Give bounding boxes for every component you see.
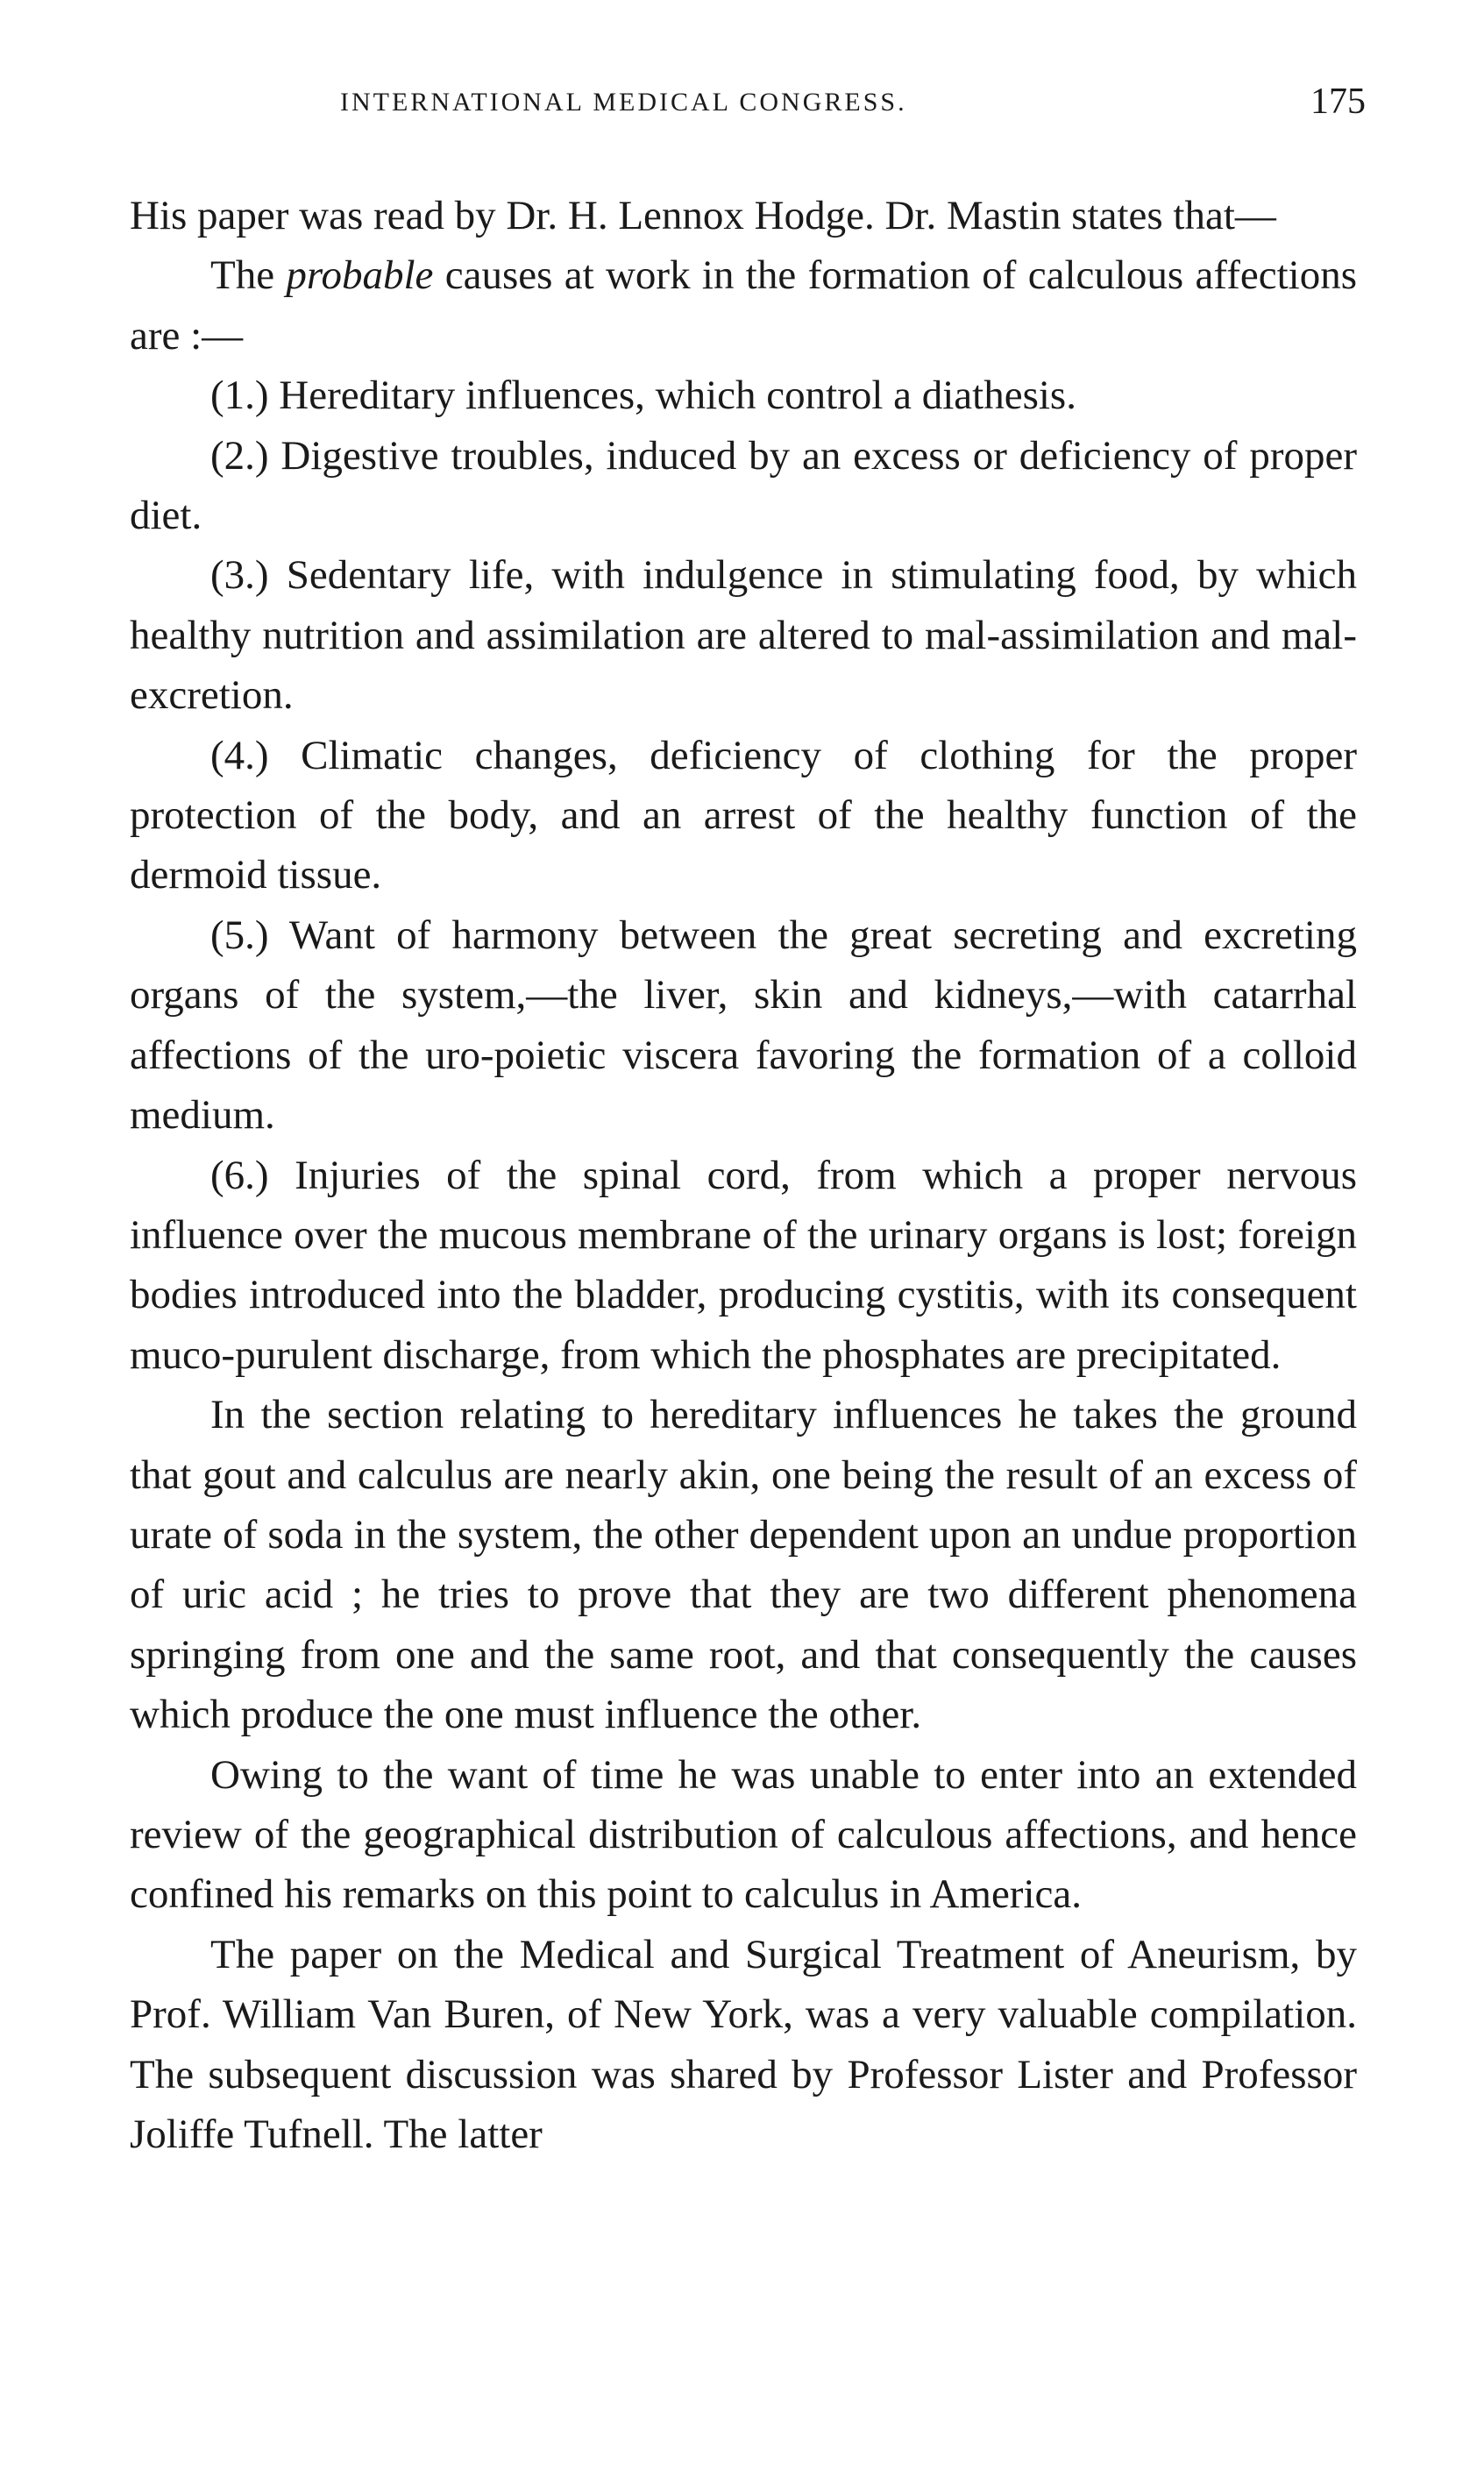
list-item: (5.) Want of harmony between the great secreting and excreting organs of the system,—the liver, skin and kidneys,—with catarrhal affections of the uro-poietic viscera favoring the formation of a colloid medium. xyxy=(130,912,1357,1139)
list-item: (6.) Injuries of the spinal cord, from which a proper nervous influence over the mucous membrane of the urinary organs is lost; foreign bodies introduced into the bladder, producing cystitis, with its consequent muco-purulent discharge, from which the phosphates are precipitated. xyxy=(130,1152,1357,1378)
list-item: (1.) Hereditary influences, which control a diathesis. xyxy=(210,373,1076,419)
running-head-title: INTERNATIONAL MEDICAL CONGRESS. xyxy=(340,88,907,117)
body-text xyxy=(130,186,1357,2164)
paragraph: In the section relating to hereditary influences he takes the ground that gout and calculus are nearly akin, one being the result of an excess of urate of soda in the system, the other dependent upon an undue proportion of uric acid ; he tries to prove that they are two different phenomena springing from one and the same root, and that consequently the causes which produce the one must influence the other. xyxy=(130,1392,1357,1738)
list-item: (2.) Digestive troubles, induced by an excess or deficiency of proper diet. xyxy=(130,432,1357,539)
paragraph: His paper was read by Dr. H. Lennox Hodge. Dr. Mastin states that— xyxy=(130,193,1276,238)
paragraph: Owing to the want of time he was unable to enter into an extended review of the geographical distribution of calculous affections, and hence confined his remarks on this point to calculus in America. xyxy=(130,1751,1357,1918)
list-item: (3.) Sedentary life, with indulgence in stimulating food, by which healthy nutrition and assimilation are altered to mal-assimilation and mal-excretion. xyxy=(130,552,1357,719)
page-number: 175 xyxy=(1310,82,1366,122)
paragraph xyxy=(130,245,1357,366)
emphasis-probable: probable xyxy=(286,252,434,299)
paragraph: The paper on the Medical and Surgical Treatment of Aneurism, by Prof. William Van Buren, of New York, was a very valuable compilation. The subsequent discussion was shared by Professor Lister and Professor Joliffe Tufnell. The latter xyxy=(130,1931,1357,2157)
paragraph-prefix: The xyxy=(210,252,287,299)
book-page xyxy=(130,82,1366,2164)
list-item: (4.) Climatic changes, deficiency of clothing for the proper protection of the body, and an arrest of the healthy function of the dermoid tissue. xyxy=(130,732,1357,898)
paragraph-suffix: causes at work in the formation of calculous affections are :— xyxy=(130,252,1358,358)
running-head xyxy=(130,82,1366,140)
